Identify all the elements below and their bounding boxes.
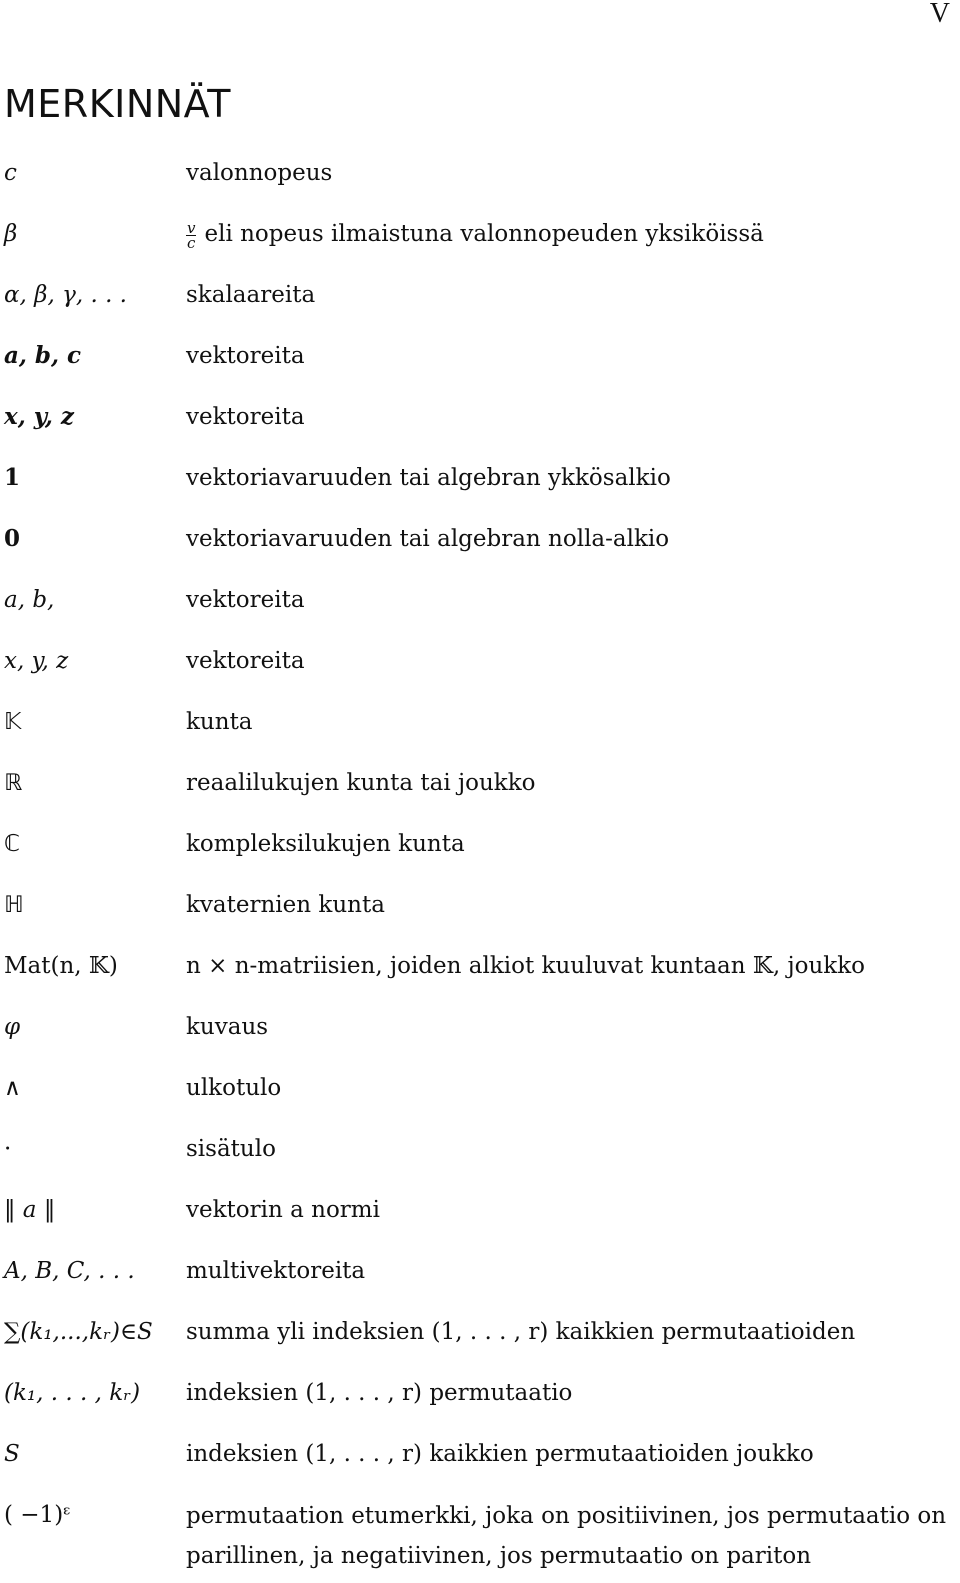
notation-symbol: S bbox=[4, 1441, 20, 1467]
notation-description: valonnopeus bbox=[186, 160, 333, 186]
notation-entry bbox=[0, 270, 960, 331]
notation-entry bbox=[0, 758, 960, 819]
notation-entry bbox=[0, 1124, 960, 1185]
notation-description: ulkotulo bbox=[186, 1075, 282, 1101]
notation-symbol: (k₁, . . . , kᵣ) bbox=[4, 1380, 141, 1406]
notation-description: vektorin a normi bbox=[186, 1197, 380, 1223]
notation-description bbox=[186, 219, 764, 250]
notation-description: multivektoreita bbox=[186, 1258, 366, 1284]
notation-symbol: x, y, z bbox=[4, 403, 74, 430]
notation-description: reaalilukujen kunta tai joukko bbox=[186, 770, 536, 796]
notation-entry bbox=[0, 1429, 960, 1490]
notation-entry bbox=[0, 880, 960, 941]
notation-symbol: ℝ bbox=[4, 770, 23, 796]
notation-symbol: ( −1)ᵋ bbox=[4, 1502, 71, 1528]
notation-entry bbox=[0, 1063, 960, 1124]
fraction-v-over-c bbox=[186, 218, 196, 252]
notation-symbol: α, β, γ, . . . bbox=[4, 282, 127, 308]
notation-entry bbox=[0, 1368, 960, 1429]
notation-description: sisätulo bbox=[186, 1136, 276, 1162]
page-number: V bbox=[929, 0, 950, 29]
notation-description: vektoreita bbox=[186, 343, 305, 369]
notation-description: kvaternien kunta bbox=[186, 892, 385, 918]
notation-entry bbox=[0, 1002, 960, 1063]
notation-symbol: 1 bbox=[4, 464, 21, 491]
notation-symbol: ∑(k₁,...,kᵣ)∈S bbox=[4, 1319, 153, 1345]
notation-symbol: A, B, C, . . . bbox=[4, 1258, 135, 1284]
notation-symbol: 0 bbox=[4, 525, 21, 552]
notation-entry bbox=[0, 941, 960, 1002]
notation-entry bbox=[0, 1185, 960, 1246]
notation-symbol: Mat(n, 𝕂) bbox=[4, 953, 118, 979]
notation-symbol: a, b, bbox=[4, 587, 55, 613]
notation-symbol: x, y, z bbox=[4, 648, 69, 674]
notation-symbol: 𝕂 bbox=[4, 709, 22, 735]
notation-description: vektoriavaruuden tai algebran nolla-alkio bbox=[186, 526, 670, 552]
notation-symbol: · bbox=[4, 1136, 12, 1162]
notation-description: kompleksilukujen kunta bbox=[186, 831, 465, 857]
notation-entry bbox=[0, 1490, 960, 1569]
notation-description: kunta bbox=[186, 709, 253, 735]
fraction-denominator: c bbox=[187, 233, 196, 252]
notation-entry bbox=[0, 514, 960, 575]
notation-symbol: ℂ bbox=[4, 831, 21, 857]
notation-description: vektoreita bbox=[186, 587, 305, 613]
notation-list bbox=[0, 148, 960, 1569]
notation-entry bbox=[0, 1246, 960, 1307]
notation-description: indeksien (1, . . . , r) permutaatio bbox=[186, 1380, 573, 1406]
notation-symbol: ℍ bbox=[4, 892, 24, 918]
notation-description: vektoreita bbox=[186, 648, 305, 674]
fraction-numerator: v bbox=[187, 218, 196, 237]
notation-entry bbox=[0, 819, 960, 880]
notation-description: permutaation etumerkki, joka on positiivinen, jos permutaatio on parillinen, ja negatiivinen, jos permutaatio on pariton bbox=[186, 1503, 947, 1569]
notation-symbol: β bbox=[4, 221, 18, 247]
notation-description: vektoreita bbox=[186, 404, 305, 430]
notation-symbol: ‖ a ‖ bbox=[4, 1197, 56, 1223]
notation-entry bbox=[0, 636, 960, 697]
notation-description: n × n-matriisien, joiden alkiot kuuluvat kuntaan 𝕂, joukko bbox=[186, 953, 865, 979]
fraction-description: eli nopeus ilmaistuna valonnopeuden yksiköissä bbox=[204, 221, 764, 247]
notation-symbol: ∧ bbox=[4, 1075, 21, 1101]
notation-entry bbox=[0, 575, 960, 636]
notation-entry bbox=[0, 453, 960, 514]
notation-entry bbox=[0, 209, 960, 270]
notation-description: summa yli indeksien (1, . . . , r) kaikkien permutaatioiden bbox=[186, 1319, 856, 1345]
notation-symbol: φ bbox=[4, 1014, 21, 1040]
notation-entry bbox=[0, 148, 960, 209]
notation-symbol: c bbox=[4, 160, 17, 186]
notation-entry bbox=[0, 697, 960, 758]
notation-symbol: a, b, c bbox=[4, 342, 82, 369]
notation-description: vektoriavaruuden tai algebran ykkösalkio bbox=[186, 465, 671, 491]
notation-description: skalaareita bbox=[186, 282, 316, 308]
notation-entry bbox=[0, 392, 960, 453]
notation-entry bbox=[0, 331, 960, 392]
notation-description: indeksien (1, . . . , r) kaikkien permutaatioiden joukko bbox=[186, 1441, 814, 1467]
notation-description: kuvaus bbox=[186, 1014, 269, 1040]
notation-entry bbox=[0, 1307, 960, 1368]
page-title: MERKINNÄT bbox=[4, 82, 231, 126]
